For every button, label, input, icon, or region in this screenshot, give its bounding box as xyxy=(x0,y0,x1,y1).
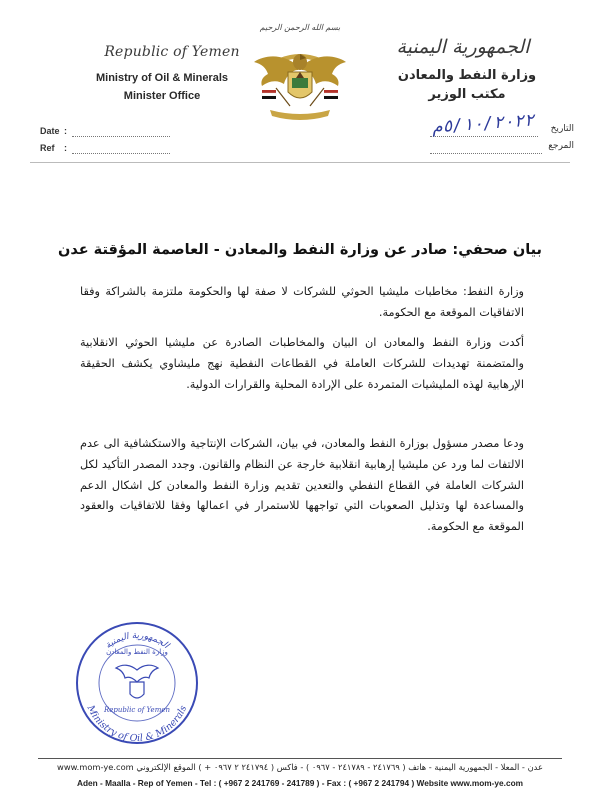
handwritten-date: ٥/١٠/٢٠٢٢م xyxy=(431,110,535,138)
statement-paragraph-3: ودعا مصدر مسؤول بوزارة النفط والمعادن، في بيان، الشركات الإنتاجية والاستكشافية الى عدم الالتفات لما ورد عن مليشيا إرهابية انقلابية خارجة عن النظام والقانون. وجدد المصدر التأكيد لكل الشركات العاملة في القطاع النفطي والتعدين تقديم وزارة النفط والمعادن كل اشكال الدعم والمساعدة لها وتذليل الصعوبات التي تواجهها للاستمرار في اعمالها وفقا للاتفاقيات والعقود الموقعة مع الحكومة. xyxy=(80,437,524,534)
header-divider xyxy=(30,162,570,163)
letterhead-english-office: Minister Office xyxy=(123,90,201,102)
statement-paragraph-2: أكدت وزارة النفط والمعادن ان البيان والمخاطبات الصادرة عن مليشيا الحوثي الانقلابية والمتضمنة تهديدات للشركات العاملة في القطاعات النفطية نهج مليشاوي يكشف الحقيقة الإرهابية لهذه المليشيات المتمردة على الإرادة المحلية والقرارات الدولية. xyxy=(80,336,524,391)
statement-paragraph-1: وزارة النفط: مخاطبات مليشيا الحوثي للشركات لا صفة لها والحكومة ملتزمة بالشراكة وفقا الاتفاقيات الموقعة مع الحكومة. xyxy=(80,285,524,319)
statement-headline: بيان صحفي: صادر عن وزارة النفط والمعادن - العاصمة المؤقتة عدن xyxy=(57,242,543,258)
ref-colon: : xyxy=(64,143,67,153)
footer-divider xyxy=(38,758,562,759)
ref-arabic-dotted-line xyxy=(430,152,542,154)
yemen-emblem-icon xyxy=(240,14,360,124)
official-stamp xyxy=(72,618,202,748)
date-dotted-line xyxy=(72,135,170,137)
letterhead-english-ministry: Ministry of Oil & Minerals xyxy=(95,72,229,84)
stamp-arabic-republic: الجمهورية اليمنية xyxy=(103,630,171,651)
emblem-basmala: بسم الله الرحمن الرحيم xyxy=(259,23,341,32)
date-label: Date xyxy=(40,126,60,136)
stamp-english-ministry: Ministry of Oil & Minerals xyxy=(84,703,190,745)
letterhead-arabic-office: مكتب الوزير xyxy=(428,87,506,102)
ref-label: Ref xyxy=(40,143,55,153)
ref-dotted-line xyxy=(72,152,170,154)
footer-english-contact: Aden - Maalla - Rep of Yemen - Tel : ( +967 2 241769 - 241789 ) - Fax : ( +967 2 241794 ) Website www.mom-ye.com xyxy=(76,778,524,788)
date-label-arabic: التاريخ xyxy=(550,124,574,134)
letterhead-arabic-ministry: وزارة النفط والمعادن xyxy=(397,68,537,83)
stamp-english-republic: Republic of Yemen xyxy=(104,706,170,714)
stamp-arabic-ministry: وزارة النفط والمعادن xyxy=(106,648,168,656)
date-colon: : xyxy=(64,126,67,136)
letterhead-english-republic: Republic of Yemen xyxy=(104,44,240,60)
footer-arabic-contact: عدن - المعلا - الجمهورية اليمنية - هاتف ( ٢٤١٧٦٩ - ٢٤١٧٨٩ - ٠٩٦٧ ) - فاكس ( ٢٤١٧٩٤ ٢ ٠٩٦٧ + ) الموقع الإلكتروني www.mom-ye.com xyxy=(57,762,543,772)
ref-label-arabic: المرجع xyxy=(548,141,574,151)
letterhead-arabic-republic: الجمهورية اليمنية xyxy=(396,36,530,58)
